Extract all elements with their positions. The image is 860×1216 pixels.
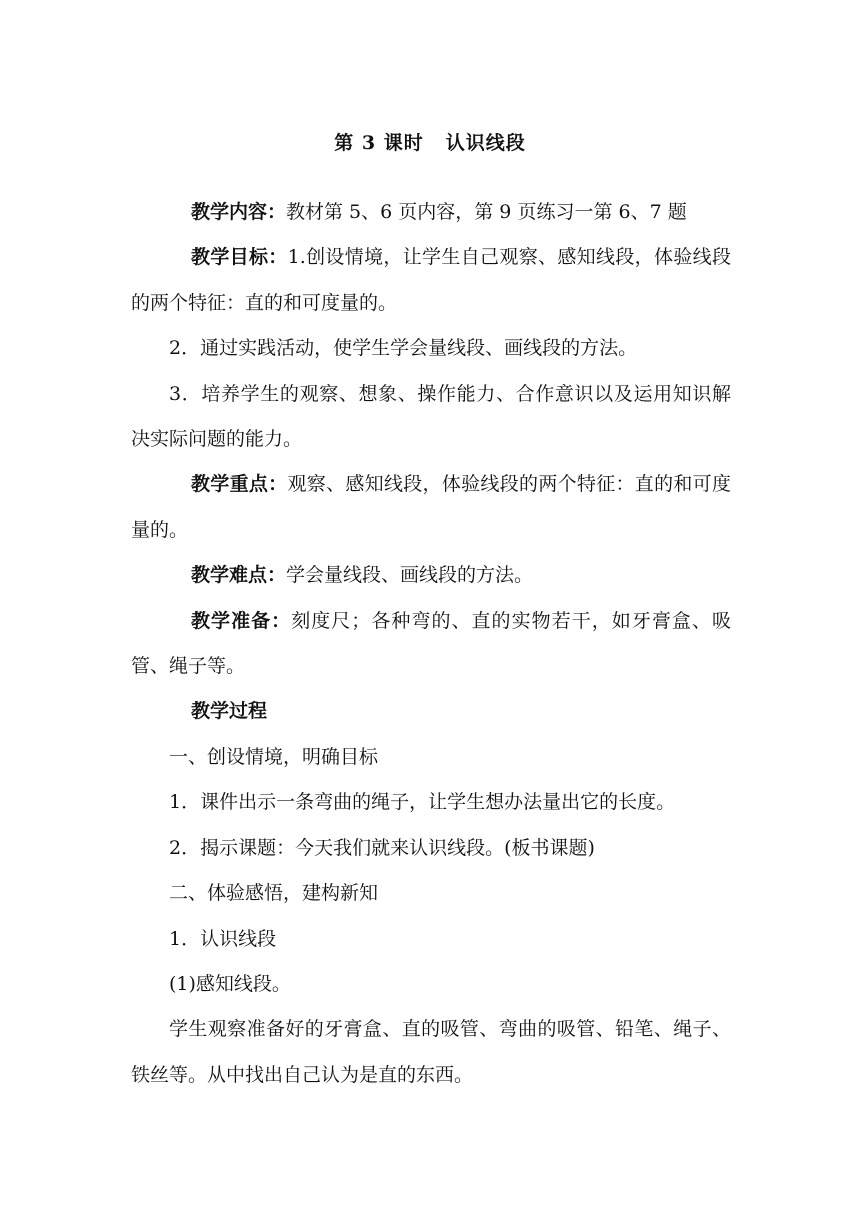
teaching-content-label: 教学内容： [191,201,287,223]
teaching-preparation [131,599,731,690]
teaching-goals-text: 1.创设情境，让学生自己观察、感知线段，体验线段的两个特征：直的和可度量的。 [131,246,731,314]
teaching-preparation-text: 刻度尺；各种弯的、直的实物若干，如牙膏盒、吸管、绳子等。 [131,609,731,678]
teaching-focus [131,462,731,553]
section-2-paragraph: 学生观察准备好的牙膏盒、直的吸管、弯曲的吸管、铅笔、绳子、铁丝等。从中找出自己认为是直的东西。 [131,1018,731,1086]
section-2-subitem-1: (1)感知线段。 [169,972,291,995]
teaching-content [131,190,731,235]
teaching-preparation-label: 教学准备： [191,609,292,632]
section-1-item-1: 1．课件出示一条弯曲的绳子，让学生想办法量出它的长度。 [169,791,676,814]
teaching-difficulty-text: 学会量线段、画线段的方法。 [286,564,534,587]
teaching-goals [131,235,731,326]
document-body [131,190,731,1098]
section-1-item-2: 2．揭示课题：今天我们就来认识线段。(板书课题) [169,836,595,859]
teaching-difficulty [131,553,731,598]
teaching-difficulty-label: 教学难点： [191,564,287,587]
teaching-process-heading [131,689,731,734]
teaching-focus-label: 教学重点： [191,473,288,496]
teaching-goal-2: 2．通过实践活动，使学生学会量线段、画线段的方法。 [169,337,638,360]
teaching-focus-text: 观察、感知线段，体验线段的两个特征：直的和可度量的。 [131,473,731,541]
teaching-goal-3: 3．培养学生的观察、想象、操作能力、合作意识以及运用知识解决实际问题的能力。 [131,382,731,451]
section-1-heading: 一、创设情境，明确目标 [169,745,379,768]
section-2-heading: 二、体验感悟，建构新知 [169,882,379,905]
lesson-number: 第 3 课时 [334,132,424,154]
teaching-goals-label: 教学目标： [191,246,288,269]
lesson-topic: 认识线段 [445,132,526,154]
teaching-content-text: 教材第 5、6 页内容，第 9 页练习一第 6、7 题 [286,201,687,223]
section-2-item-1: 1．认识线段 [169,927,277,950]
teaching-process-label: 教学过程 [191,700,268,723]
lesson-title [0,128,860,155]
